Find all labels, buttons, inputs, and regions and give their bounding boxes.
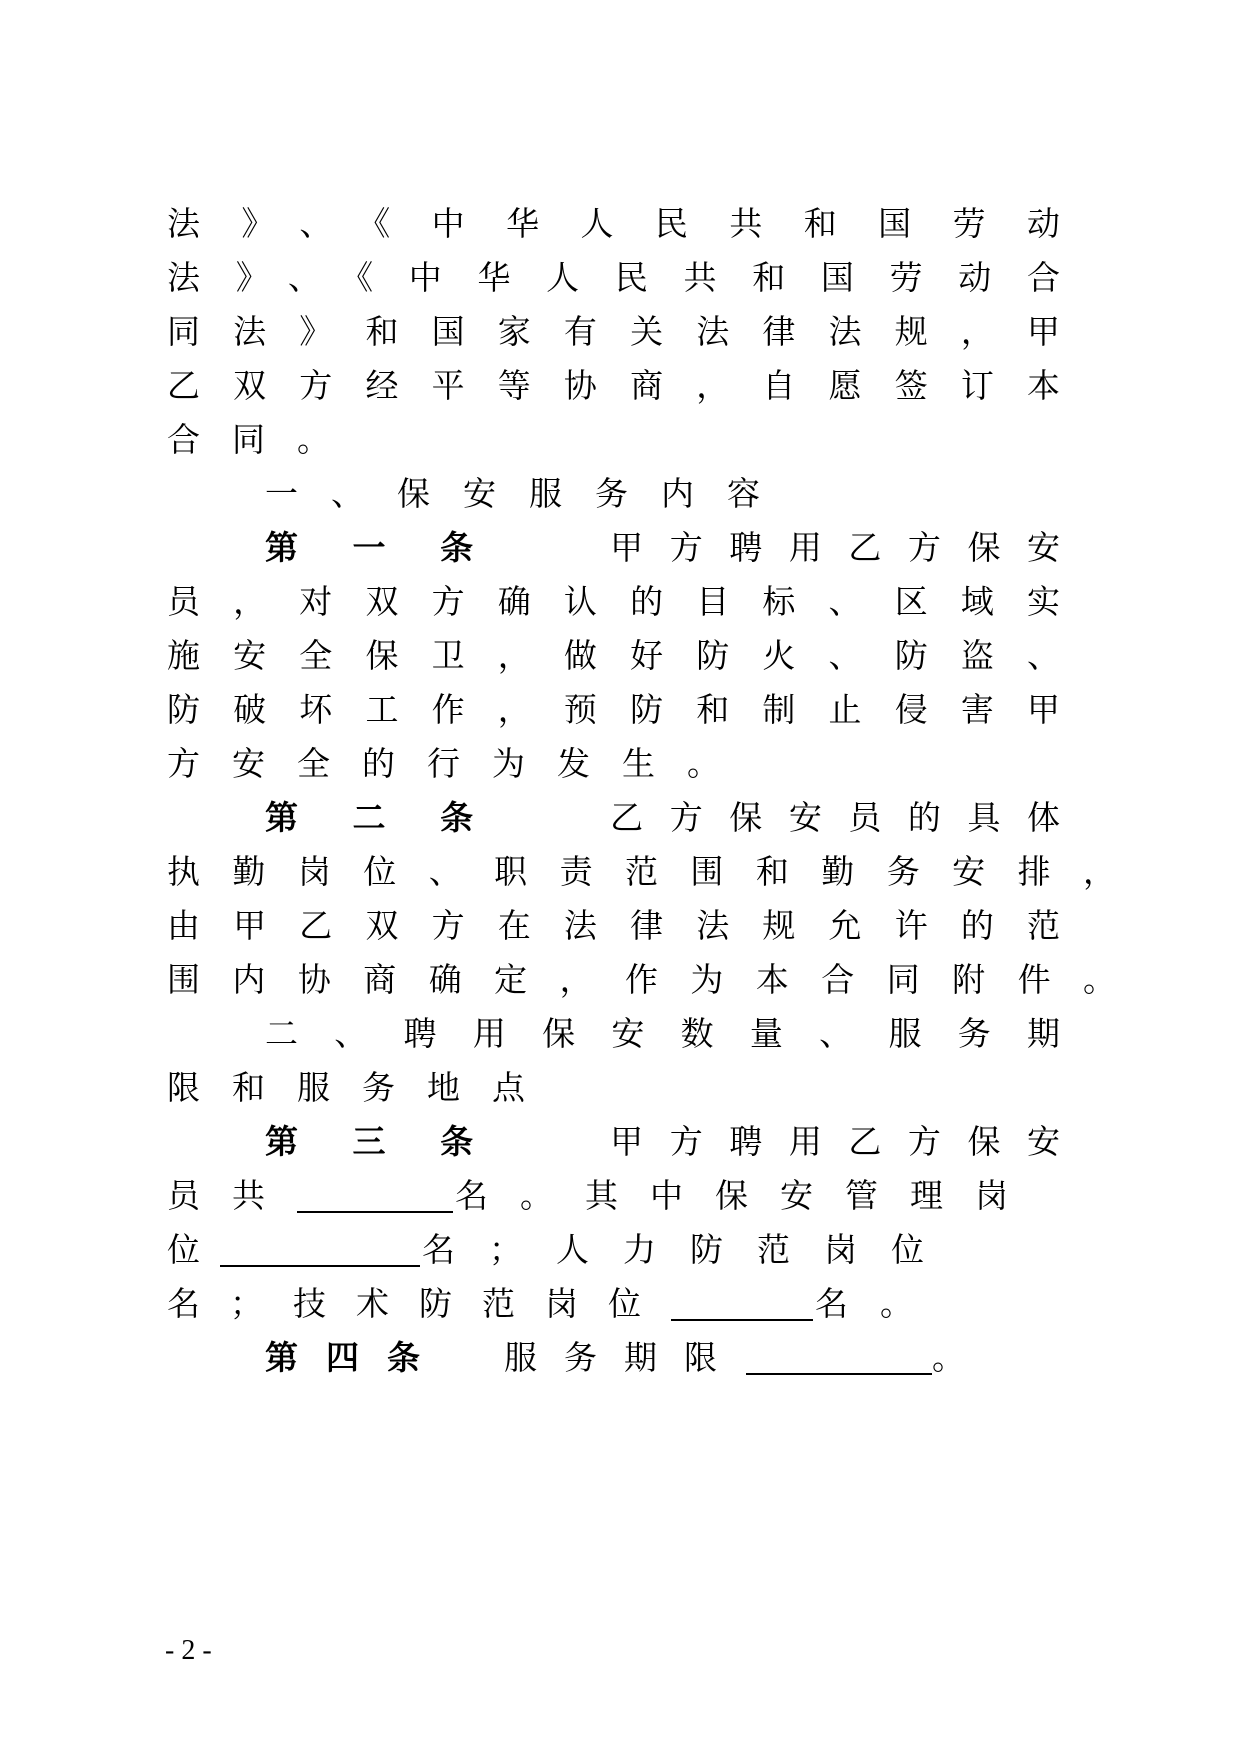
service-period-blank bbox=[746, 1339, 932, 1375]
article-2-line-3: 由甲乙双方在法律法规允许的范 bbox=[167, 906, 1060, 945]
article-2-text-1: 乙方保安员的具体 bbox=[583, 798, 1061, 837]
article-3-line-2-pre: 员共 bbox=[167, 1176, 297, 1215]
article-2-label: 第二条 bbox=[265, 798, 528, 837]
article-1-line-5: 方安全的行为发生。 bbox=[167, 744, 752, 783]
article-1-label: 第一条 bbox=[265, 528, 528, 567]
section-two-heading-line-1: 二、聘用保安数量、服务期 bbox=[265, 1014, 1060, 1053]
body-line-1: 法》、《中华人民共和国劳动 bbox=[167, 204, 1060, 243]
body-line-2: 法》、《中华人民共和国劳动合 bbox=[167, 258, 1060, 297]
article-1-line-4: 防破坏工作，预防和制止侵害甲 bbox=[167, 690, 1060, 729]
body-line-3: 同法》和国家有关法律法规，甲 bbox=[167, 312, 1060, 351]
article-3-line-4-post: 名。 bbox=[815, 1284, 945, 1323]
article-1-line-2: 员，对双方确认的目标、区域实 bbox=[167, 582, 1060, 621]
article-1-first-line bbox=[265, 524, 1060, 572]
article-3-line-2-post: 名。其中保安管理岗 bbox=[455, 1176, 1040, 1215]
article-2-line-4: 围内协商确定，作为本合同附件。 bbox=[167, 960, 1116, 999]
article-2-line-2: 执勤岗位、职责范围和勤务安排， bbox=[167, 852, 1116, 891]
article-3-line-4 bbox=[167, 1280, 1060, 1328]
section-two-heading-line-2: 限和服务地点 bbox=[167, 1068, 557, 1107]
article-4-end: 。 bbox=[932, 1338, 965, 1377]
article-2-first-line bbox=[265, 794, 1060, 842]
article-3-line-3 bbox=[167, 1226, 1060, 1274]
article-3-label: 第三条 bbox=[265, 1122, 528, 1161]
article-3-line-2 bbox=[167, 1172, 1060, 1220]
section-one-heading: 一、保安服务内容 bbox=[265, 474, 793, 513]
technical-post-blank bbox=[671, 1285, 813, 1321]
body-line-5: 合同。 bbox=[167, 420, 362, 459]
article-1-text-1: 甲方聘用乙方保安 bbox=[583, 528, 1061, 567]
article-3-first-line bbox=[265, 1118, 1060, 1166]
article-3-text-1: 甲方聘用乙方保安 bbox=[583, 1122, 1061, 1161]
article-4-line bbox=[265, 1334, 1060, 1382]
page-number: - 2 - bbox=[165, 1635, 212, 1666]
headcount-total-blank bbox=[297, 1177, 453, 1213]
article-3-line-3-pre: 位 bbox=[167, 1230, 220, 1269]
article-1-line-3: 施安全保卫，做好防火、防盗、 bbox=[167, 636, 1060, 675]
article-4-label: 第四条 bbox=[265, 1338, 448, 1377]
body-line-4: 乙双方经平等协商，自愿签订本 bbox=[167, 366, 1060, 405]
management-post-blank bbox=[220, 1231, 420, 1267]
article-3-line-3-post: 名；人力防范岗位 bbox=[422, 1230, 958, 1269]
article-3-line-4-pre: 名；技术防范岗位 bbox=[167, 1284, 671, 1323]
article-4-text: 服务期限 bbox=[504, 1338, 744, 1377]
